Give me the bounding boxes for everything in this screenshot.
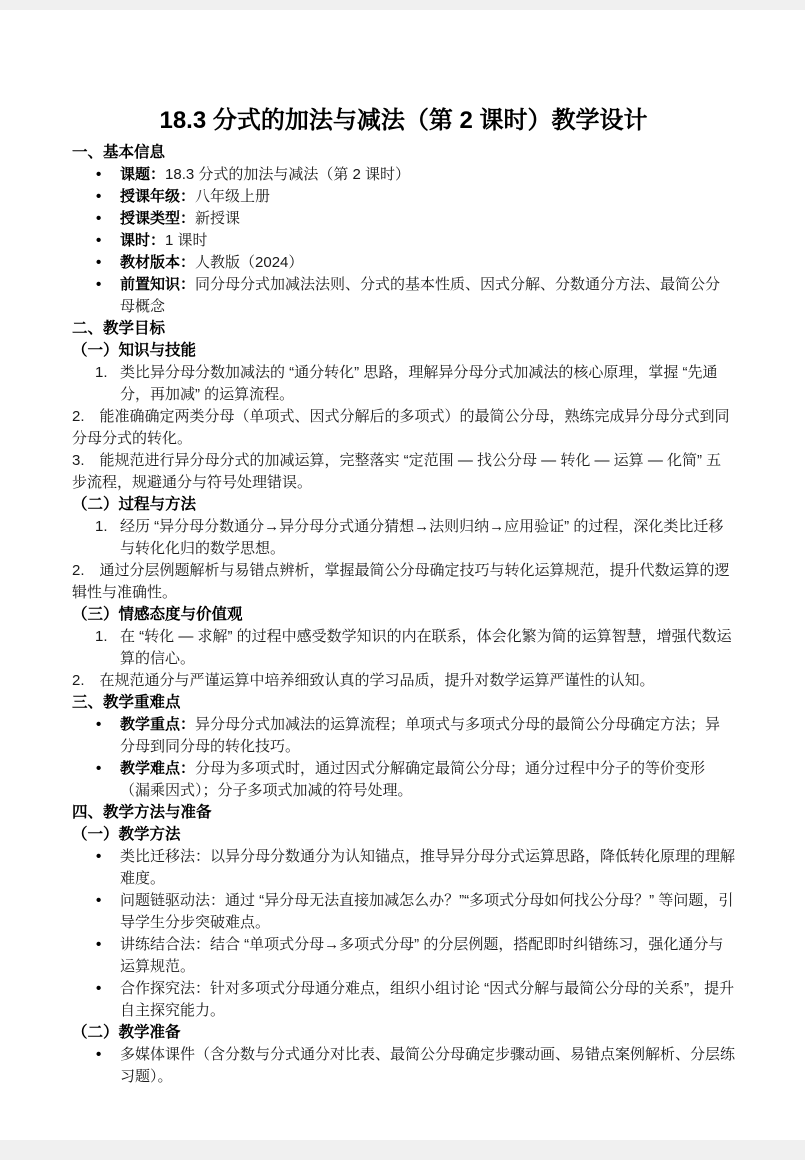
list-item-lesson-type — [72, 208, 735, 230]
numbered-item — [72, 626, 735, 670]
item-number: 1. — [95, 364, 108, 381]
item-label: 课题： — [120, 166, 166, 183]
bullet-icon: • — [96, 188, 102, 205]
item-text: 人教版（2024） — [195, 254, 304, 271]
item-text: 问题链驱动法：通过 “异分母无法直接加减怎么办？”“多项式分母如何找公分母？” 等问题，引导学生分步突破难点。 — [120, 892, 734, 931]
item-label: 教学重点： — [120, 716, 196, 733]
item-label: 教材版本： — [120, 254, 196, 271]
item-text: 分母为多项式时，通过因式分解确定最简公分母；通分过程中分子的等价变形（漏乘因式）；分子多项式加减的符号处理。 — [120, 760, 706, 799]
numbered-item — [72, 406, 735, 450]
list-item-method-practice — [72, 934, 735, 978]
item-text: 能规范进行异分母分式的加减运算，完整落实 “定范围 — 找公分母 — 转化 — 运算 — 化简” 五步流程，规避通分与符号处理错误。 — [72, 452, 722, 491]
numbered-item — [72, 362, 735, 406]
bullet-icon: • — [96, 166, 102, 183]
list-item-textbook — [72, 252, 735, 274]
bullet-icon: • — [96, 936, 102, 953]
numbered-item — [72, 670, 735, 692]
bullet-icon: • — [96, 254, 102, 271]
list-item-prep-courseware — [72, 1044, 735, 1088]
item-text: 在 “转化 — 求解” 的过程中感受数学知识的内在联系，体会化繁为简的运算智慧，增强代数运算的信心。 — [120, 628, 732, 667]
section-heading-basic-info: 一、基本信息 — [72, 144, 166, 161]
item-text: 讲练结合法：结合 “单项式分母→多项式分母” 的分层例题，搭配即时纠错练习，强化通分与运算规范。 — [120, 936, 724, 975]
item-text: 经历 “异分母分数通分→异分母分式通分猜想→法则归纳→应用验证” 的过程，深化类比迁移与转化化归的数学思想。 — [120, 518, 724, 557]
list-item-key-focus — [72, 714, 735, 758]
section-heading-methods-prep: 四、教学方法与准备 — [72, 804, 212, 821]
item-text: 类比异分母分数加减法的 “通分转化” 思路，理解异分母分式加减法的核心原理，掌握 “先通分，再加减” 的运算流程。 — [120, 364, 718, 403]
item-text: 1 课时 — [165, 232, 208, 249]
subsection-heading-process: （二）过程与方法 — [72, 496, 197, 513]
item-text: 合作探究法：针对多项式分母通分难点，组织小组讨论 “因式分解与最简公分母的关系”，提升自主探究能力。 — [120, 980, 735, 1019]
list-item-topic — [72, 164, 735, 186]
bullet-icon: • — [96, 716, 102, 733]
bullet-icon: • — [96, 232, 102, 249]
document-page — [0, 10, 805, 1140]
item-number: 3. — [72, 452, 85, 469]
bullet-icon: • — [96, 1046, 102, 1063]
bullet-icon: • — [96, 848, 102, 865]
page-title: 18.3 分式的加法与减法（第 2 课时）教学设计 — [159, 107, 648, 134]
item-number: 2. — [72, 672, 85, 689]
list-item-grade — [72, 186, 735, 208]
list-item-method-cooperative — [72, 978, 735, 1022]
bullet-icon: • — [96, 892, 102, 909]
item-label: 授课类型： — [120, 210, 196, 227]
list-item-periods — [72, 230, 735, 252]
item-label: 课时： — [120, 232, 166, 249]
list-item-method-question-chain — [72, 890, 735, 934]
numbered-item — [72, 450, 735, 494]
item-text: 多媒体课件（含分数与分式通分对比表、最简公分母确定步骤动画、易错点案例解析、分层练习题）。 — [120, 1046, 736, 1085]
bullet-icon: • — [96, 980, 102, 997]
item-label: 授课年级： — [120, 188, 196, 205]
bullet-icon: • — [96, 210, 102, 227]
item-number: 1. — [95, 628, 108, 645]
item-text: 在规范通分与严谨运算中培养细致认真的学习品质，提升对数学运算严谨性的认知。 — [99, 672, 655, 689]
section-heading-key-points: 三、教学重难点 — [72, 694, 181, 711]
subsection-heading-emotion: （三）情感态度与价值观 — [72, 606, 243, 623]
list-item-method-analogy — [72, 846, 735, 890]
list-item-prior-knowledge — [72, 274, 735, 318]
list-item-key-difficulty — [72, 758, 735, 802]
item-number: 2. — [72, 562, 85, 579]
numbered-item — [72, 516, 735, 560]
item-text: 新授课 — [195, 210, 241, 227]
subsection-heading-methods: （一）教学方法 — [72, 826, 181, 843]
item-number: 2. — [72, 408, 85, 425]
item-label: 教学难点： — [120, 760, 196, 777]
subsection-heading-knowledge: （一）知识与技能 — [72, 342, 197, 359]
item-text: 同分母分式加减法法则、分式的基本性质、因式分解、分数通分方法、最简公分母概念 — [120, 276, 721, 315]
bullet-icon: • — [96, 276, 102, 293]
item-text: 18.3 分式的加法与减法（第 2 课时） — [165, 166, 411, 183]
numbered-item — [72, 560, 735, 604]
subsection-heading-prep: （二）教学准备 — [72, 1024, 181, 1041]
item-number: 1. — [95, 518, 108, 535]
item-text: 能准确确定两类分母（单项式、因式分解后的多项式）的最简公分母，熟练完成异分母分式到同分母分式的转化。 — [72, 408, 730, 447]
bullet-icon: • — [96, 760, 102, 777]
item-text: 异分母分式加减法的运算流程；单项式与多项式分母的最简公分母确定方法；异分母到同分母的转化技巧。 — [120, 716, 721, 755]
section-heading-objectives: 二、教学目标 — [72, 320, 166, 337]
item-label: 前置知识： — [120, 276, 196, 293]
item-text: 类比迁移法：以异分母分数通分为认知锚点，推导异分母分式运算思路，降低转化原理的理解难度。 — [120, 848, 736, 887]
item-text: 通过分层例题解析与易错点辨析，掌握最简公分母确定技巧与转化运算规范，提升代数运算的逻辑性与准确性。 — [72, 562, 730, 601]
item-text: 八年级上册 — [195, 188, 271, 205]
